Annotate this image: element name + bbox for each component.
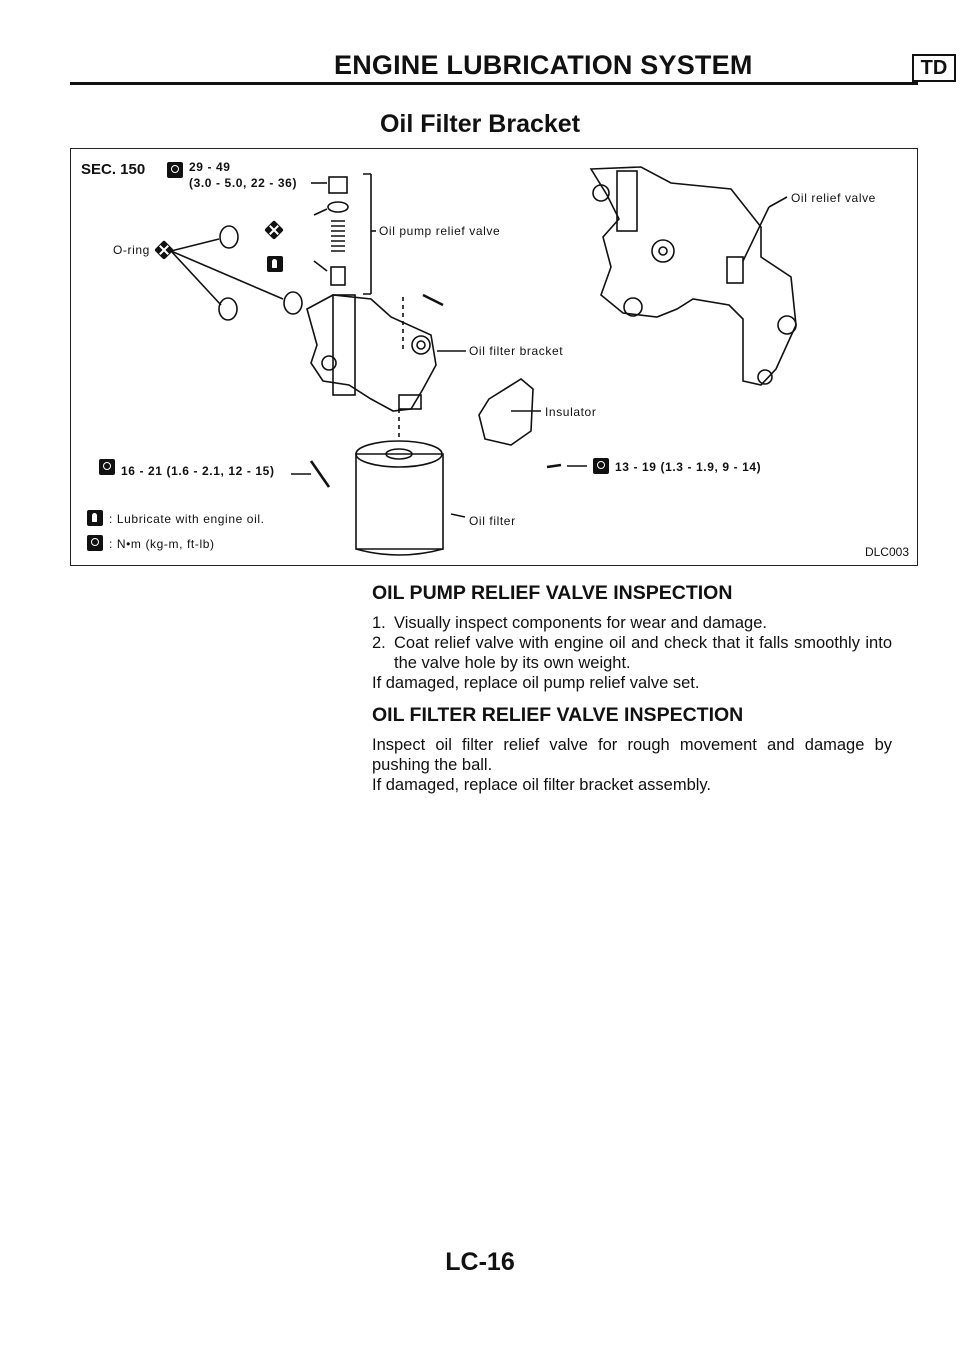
torque-icon: [87, 535, 103, 551]
step-item: [372, 613, 892, 633]
torque-icon: [99, 459, 115, 475]
oil-filter-bracket-label: Oil filter bracket: [469, 344, 564, 358]
oil-can-icon: [267, 256, 283, 272]
bracket-assembly-view: [591, 167, 796, 385]
legend-torque-units: : N•m (kg-m, ft-lb): [109, 537, 215, 551]
oil-pump-relief-valve-section: [372, 582, 892, 693]
figure-code: DLC003: [864, 545, 909, 559]
oil-relief-valve-label: Oil relief valve: [791, 191, 876, 205]
page-header: [70, 50, 948, 85]
legend-lubricate: : Lubricate with engine oil.: [109, 512, 265, 526]
left-bolt-torque: 16 - 21 (1.6 - 2.1, 12 - 15): [121, 464, 275, 478]
header-title: ENGINE LUBRICATION SYSTEM: [334, 50, 753, 80]
step-item: [372, 633, 892, 673]
oil-relief-valve-part: [727, 257, 743, 283]
oil-filter-label: Oil filter: [469, 514, 516, 528]
page-number: LC-16: [445, 1248, 515, 1276]
page-title: Oil Filter Bracket: [379, 110, 581, 138]
section-heading: OIL FILTER RELIEF VALVE INSPECTION: [372, 704, 744, 726]
oil-filter-canister: [356, 454, 443, 549]
relief-valve-spring: [331, 221, 345, 251]
step-number: 2.: [372, 634, 386, 652]
top-torque-conversion: (3.0 - 5.0, 22 - 36): [189, 176, 298, 190]
relief-valve-label: Oil pump relief valve: [379, 224, 501, 238]
o-ring-c: [284, 292, 302, 314]
insulator-label: Insulator: [545, 405, 597, 419]
section-note: If damaged, replace oil pump relief valve set.: [372, 674, 700, 692]
section-number: SEC. 150: [81, 161, 146, 178]
section-heading: OIL PUMP RELIEF VALVE INSPECTION: [372, 582, 733, 604]
right-bolt-torque: 13 - 19 (1.3 - 1.9, 9 - 14): [615, 460, 762, 474]
bracket-bolt: [423, 295, 443, 305]
section-paragraph: Inspect oil filter relief valve for rough movement and damage by pushing the ball.: [372, 736, 892, 774]
step-number: 1.: [372, 614, 386, 632]
top-torque-value: 29 - 49: [189, 160, 231, 174]
torque-icon: [593, 458, 609, 474]
torque-icon: [167, 162, 183, 178]
o-ring-b: [219, 298, 237, 320]
o-ring-a: [220, 226, 238, 248]
diagram-drawing: [71, 149, 919, 567]
relief-valve-plunger: [331, 267, 345, 285]
relief-valve-plug: [329, 177, 347, 193]
step-text: Visually inspect components for wear and damage.: [394, 614, 767, 632]
section-paragraph: If damaged, replace oil filter bracket assembly.: [372, 776, 712, 794]
oil-can-icon: [87, 510, 103, 526]
insulator: [479, 379, 533, 445]
o-ring-label: O-ring: [113, 243, 150, 257]
step-text: Coat relief valve with engine oil and check that it falls smoothly into the valve hole by its own weight.: [394, 634, 892, 672]
exploded-diagram: [70, 148, 918, 566]
oil-filter-relief-valve-section: [372, 704, 892, 795]
relief-valve-washer: [328, 202, 348, 212]
bracket-column: [333, 295, 355, 395]
header-badge: TD: [912, 54, 956, 82]
